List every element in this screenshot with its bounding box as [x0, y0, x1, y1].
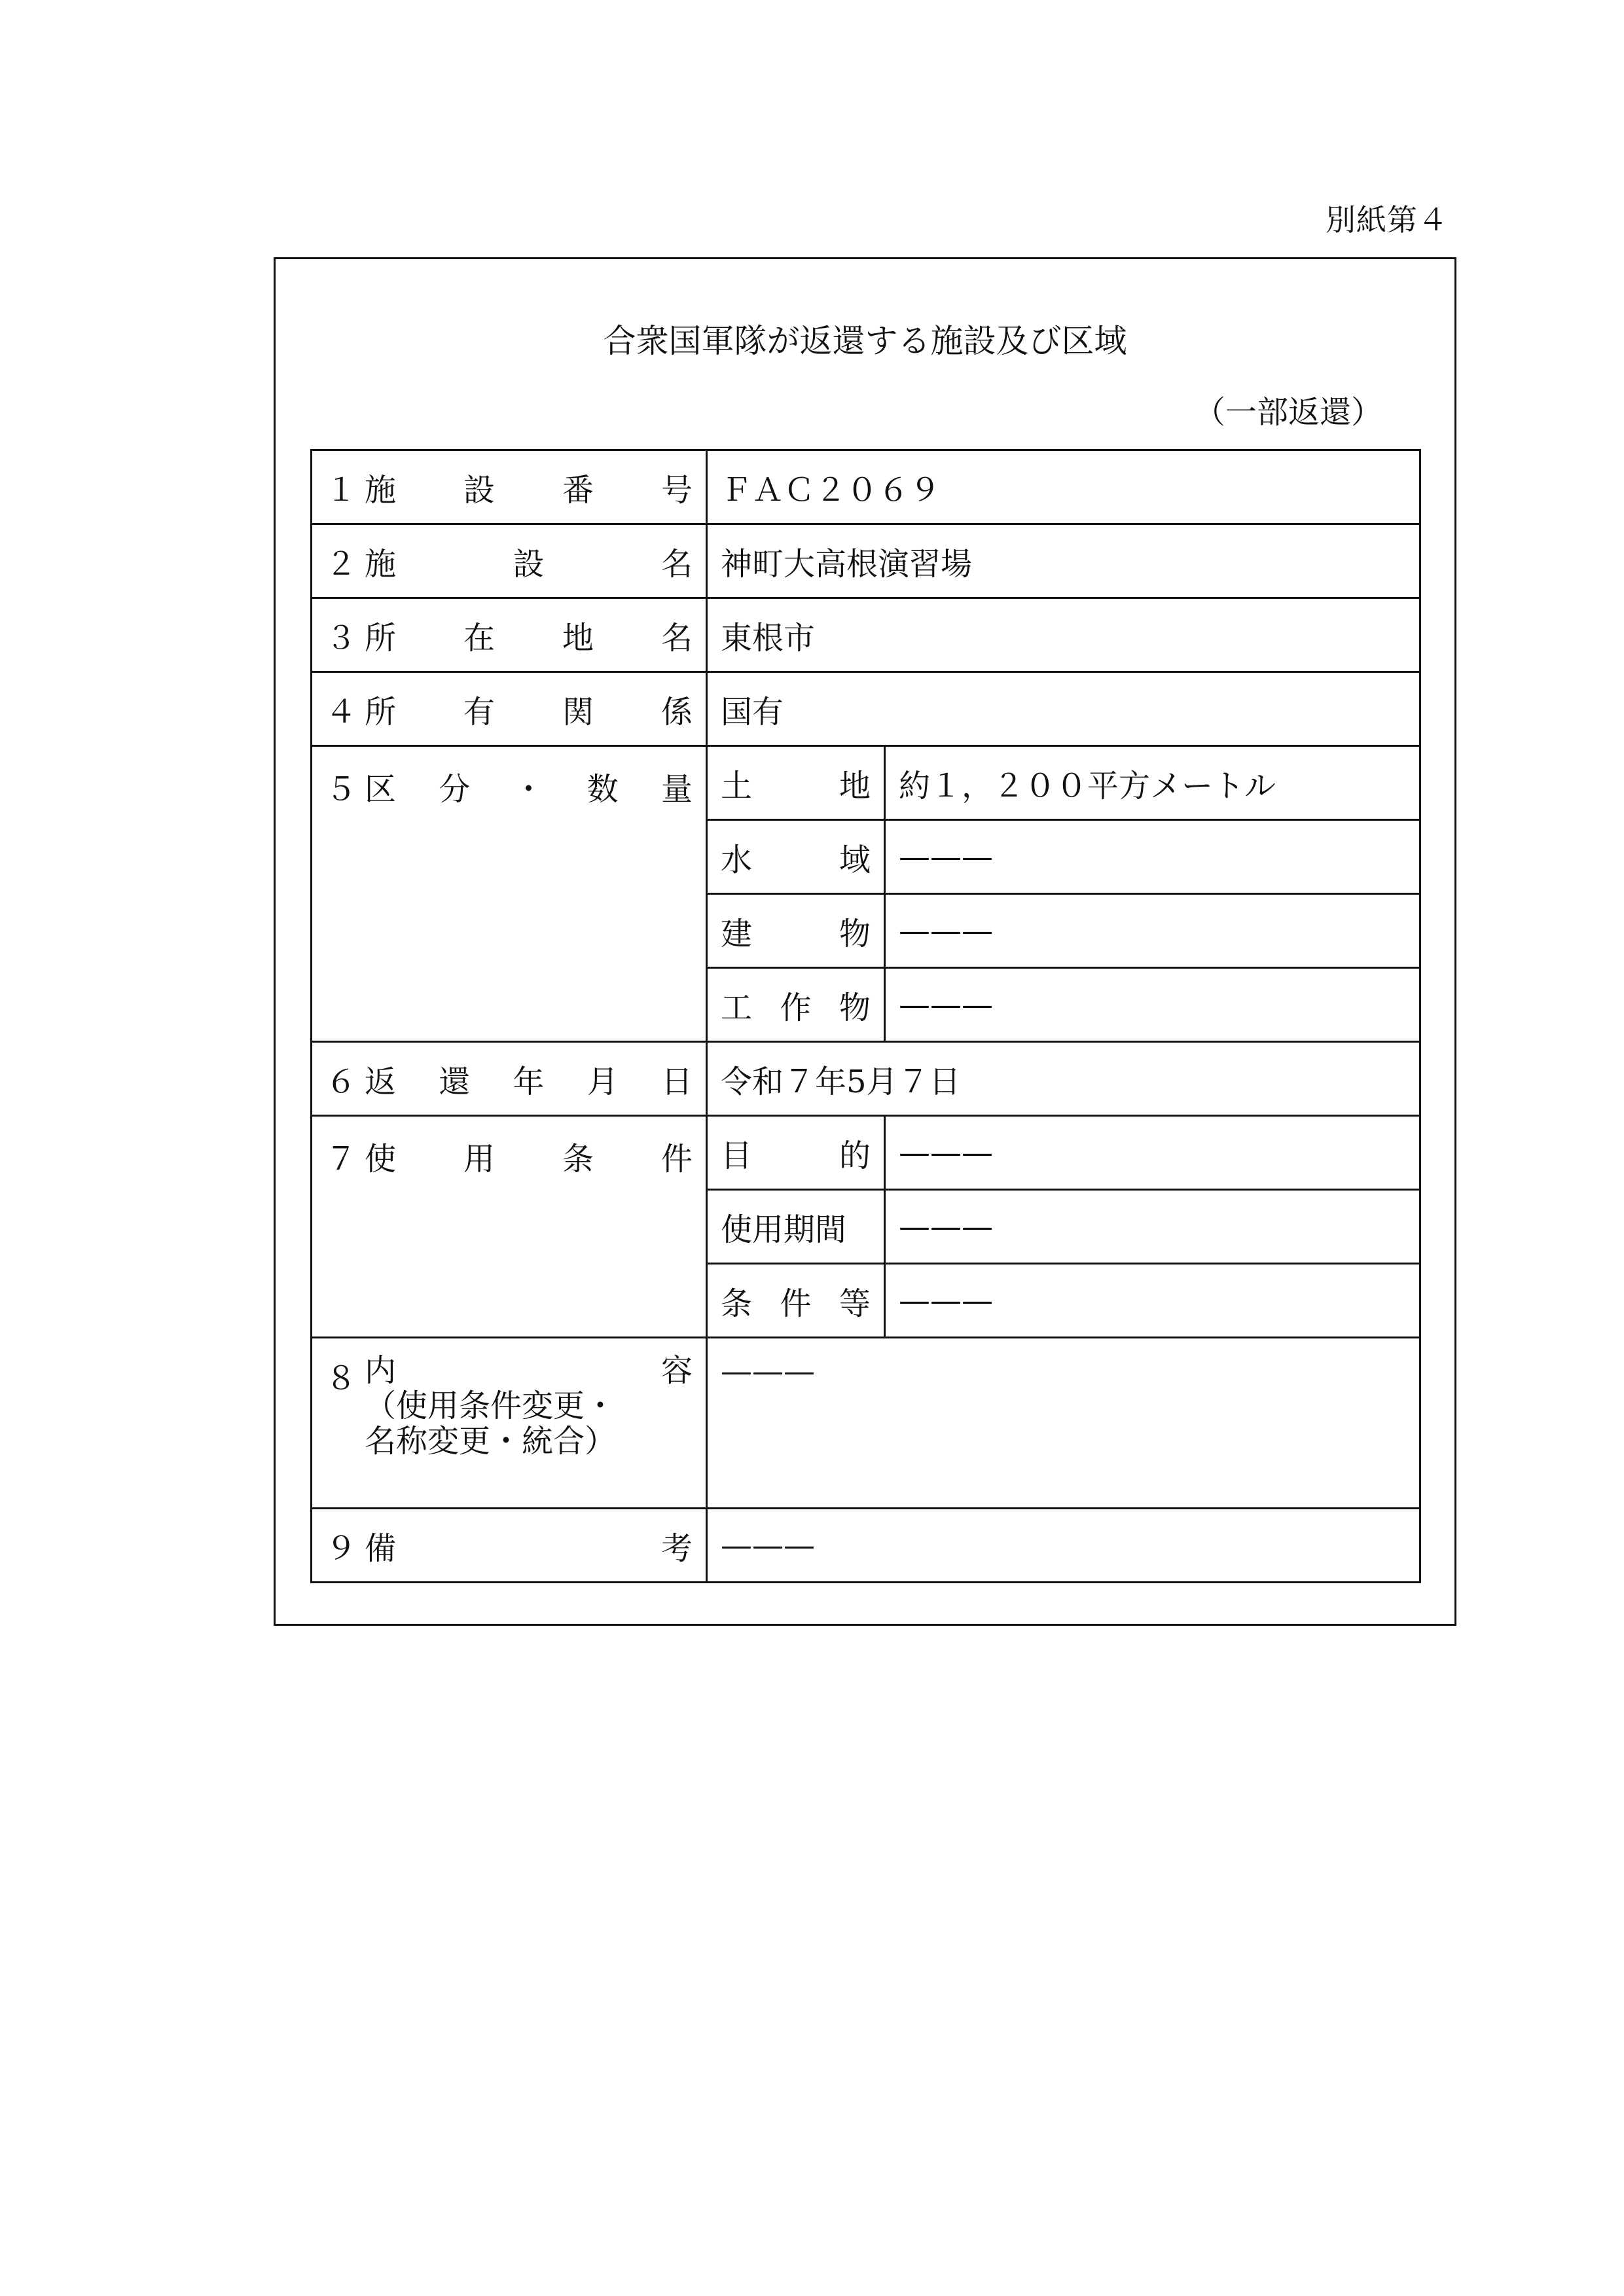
row-number: ５: [325, 771, 357, 808]
sub-label: 目 的: [721, 1137, 871, 1174]
purpose-value: ———: [885, 1116, 1420, 1190]
row-label: 施 設 番 号: [365, 471, 693, 509]
sub-label: 土 地: [721, 767, 871, 804]
table-row: [312, 746, 1420, 820]
table-row: [312, 1116, 1420, 1190]
row-label: 備 考: [365, 1530, 693, 1567]
structure-value: ———: [885, 968, 1420, 1042]
row-label: 所 有 関 係: [365, 693, 693, 730]
row-label: 施 設 名: [365, 545, 693, 583]
row-note: （使用条件変更・: [365, 1388, 617, 1424]
sub-label: 建 物: [721, 915, 871, 952]
building-value: ———: [885, 894, 1420, 968]
location-value: 東根市: [707, 598, 1420, 672]
row-number: ４: [325, 693, 357, 730]
table-row: [312, 450, 1420, 524]
return-date-value: 令和７年5月７日: [707, 1042, 1420, 1116]
table-row: [312, 1042, 1420, 1116]
row-label: 区 分 ・ 数 量: [365, 771, 693, 808]
ownership-value: 国有: [707, 672, 1420, 746]
row-label: 所 在 地 名: [365, 619, 693, 656]
table-row: [312, 672, 1420, 746]
sub-label: 使用期間: [721, 1211, 847, 1248]
table-row: [312, 598, 1420, 672]
document-subtitle: （一部返還）: [1193, 394, 1382, 431]
content-value: ———: [707, 1338, 1420, 1509]
row-number: １: [325, 471, 357, 509]
row-label: 返 還 年 月 日: [365, 1063, 693, 1100]
document-title: 合衆国軍隊が返還する施設及び区域: [603, 322, 1127, 360]
row-number: ７: [325, 1141, 357, 1177]
sub-label: 水 域: [721, 841, 871, 878]
conditions-value: ———: [885, 1264, 1420, 1338]
row-label: 使 用 条 件: [365, 1141, 693, 1177]
row-number: ３: [325, 619, 357, 656]
document-frame: [274, 257, 1456, 1626]
row-note: 名称変更・統合）: [365, 1423, 617, 1460]
row-label: 内 容: [365, 1352, 693, 1389]
sub-label: 条 件 等: [721, 1285, 871, 1322]
row-number: ８: [325, 1360, 357, 1397]
land-value: 約１，２００平方メートル: [885, 746, 1420, 820]
water-area-value: ———: [885, 820, 1420, 894]
row-number: ６: [325, 1063, 357, 1100]
row-number: ２: [325, 545, 357, 583]
use-period-value: ———: [885, 1190, 1420, 1264]
table-row: [312, 1509, 1420, 1583]
row-number: ９: [325, 1530, 357, 1567]
remarks-value: ———: [707, 1509, 1420, 1583]
facility-number-value: ＦＡＣ２０６９: [707, 450, 1420, 524]
facility-name-value: 神町大高根演習場: [707, 524, 1420, 598]
table-row: [312, 1338, 1420, 1509]
table-row: [312, 524, 1420, 598]
annex-label: 別紙第４: [1326, 202, 1449, 238]
facility-table: [310, 449, 1421, 1583]
sub-label: 工 作 物: [721, 989, 871, 1026]
